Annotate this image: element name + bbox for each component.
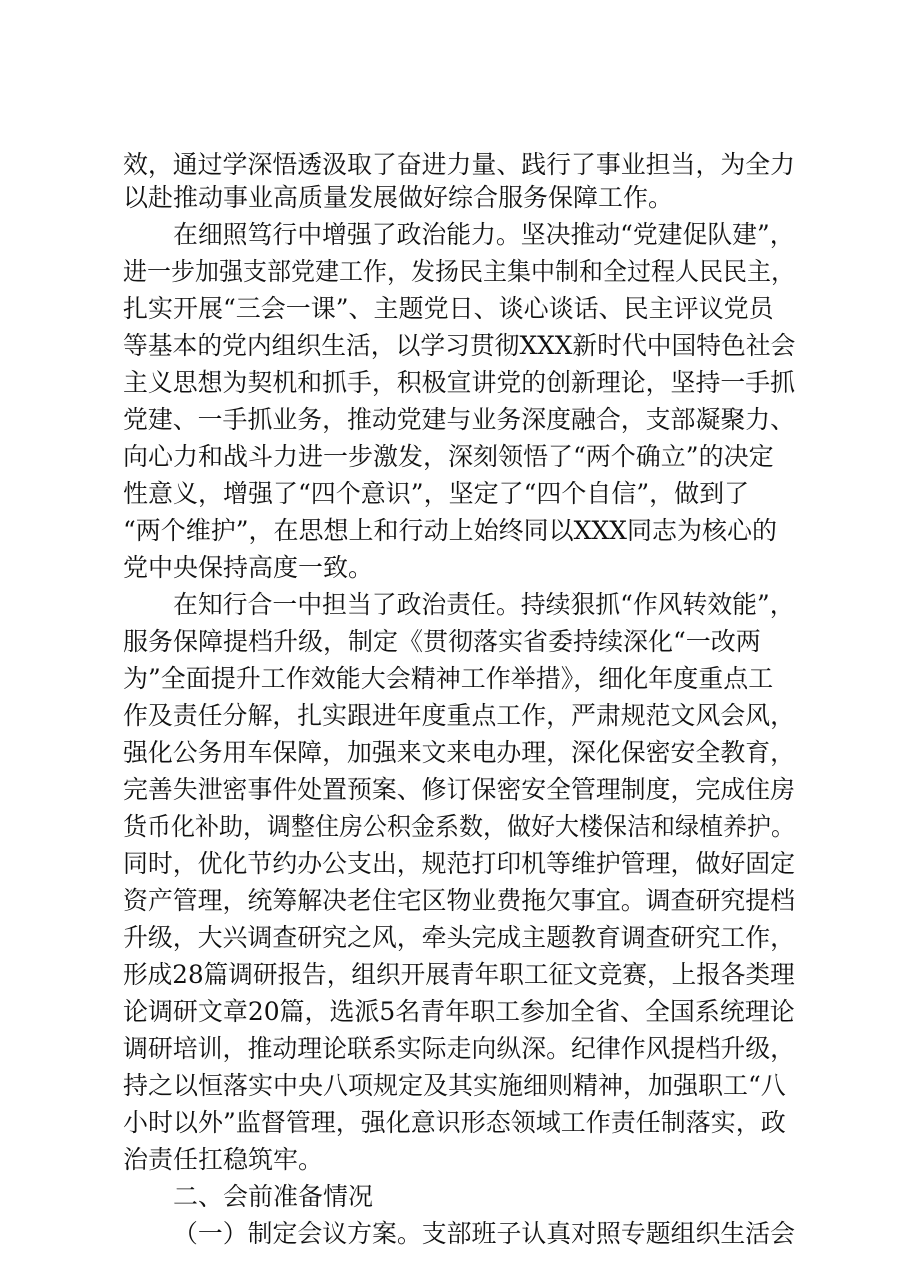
text-line: 为”全面提升工作效能大会精神工作举措》，细化年度重点工 [123,664,774,693]
text-line: 效，通过学深悟透汲取了奋进力量、践行了事业担当，为全力 [123,150,796,179]
text-line: 作及责任分解，扎实跟进年度重点工作，严肃规范文风会风， [123,701,796,730]
text-line: 进一步加强支部党建工作，发扬民主集中制和全过程人民民主， [123,257,796,286]
text-line: 党建、一手抓业务，推动党建与业务深度融合，支部凝聚力、 [123,405,796,434]
text-line: 治责任扛稳筑牢。 [123,1145,324,1174]
text-line: 向心力和战斗力进一步激发，深刻领悟了“两个确立”的决定 [123,442,774,471]
text-line: 扎实开展“三会一课”、主题党日、谈心谈话、民主评议党员 [123,294,774,323]
text-line: 小时以外”监督管理，强化意识形态领域工作责任制落实，政 [123,1108,786,1137]
text-line: 货币化补助，调整住房公积金系数，做好大楼保洁和绿植养护。 [123,812,796,841]
text-line: 服务保障提档升级，制定《贯彻落实省委持续深化“一改两 [123,627,761,656]
text-line: 等基本的党内组织生活，以学习贯彻XXX新时代中国特色社会 [123,331,796,360]
text-line: 完善失泄密事件处置预案、修订保密安全管理制度，完成住房 [123,775,796,804]
text-line: “两个维护”，在思想上和行动上始终同以XXX同志为核心的 [123,516,777,545]
text-line: 党中央保持高度一致。 [123,553,374,582]
text-line: 升级，大兴调查研究之风，牵头完成主题教育调查研究工作， [123,923,796,952]
subsection-heading: （一）制定会议方案。支部班子认真对照专题组织生活会 [173,1219,796,1248]
text-line: 以赴推动事业高质量发展做好综合服务保障工作。 [123,183,674,212]
text-line: 强化公务用车保障，加强来文来电办理，深化保密安全教育， [123,738,796,767]
text-line: 形成28篇调研报告，组织开展青年职工征文竞赛，上报各类理 [123,960,795,989]
text-line: 同时，优化节约办公支出，规范打印机等维护管理，做好固定 [123,849,796,878]
section-heading: 二、会前准备情况 [173,1182,374,1211]
text-line: 资产管理，统筹解决老住宅区物业费拖欠事宜。调查研究提档 [123,886,796,915]
paragraph-first-line: 在细照笃行中增强了政治能力。坚决推动“党建促队建”， [173,220,795,249]
text-line: 调研培训，推动理论联系实际走向纵深。纪律作风提档升级， [123,1034,796,1063]
paragraph-first-line: 在知行合一中担当了政治责任。持续狠抓“作风转效能”， [173,590,795,619]
text-line: 持之以恒落实中央八项规定及其实施细则精神，加强职工“八 [123,1071,786,1100]
text-line: 论调研文章20篇，选派5名青年职工参加全省、全国系统理论 [123,997,795,1026]
text-line: 主义思想为契机和抓手，积极宣讲党的创新理论，坚持一手抓 [123,368,796,397]
text-line: 性意义，增强了“四个意识”，坚定了“四个自信”，做到了 [123,479,750,508]
